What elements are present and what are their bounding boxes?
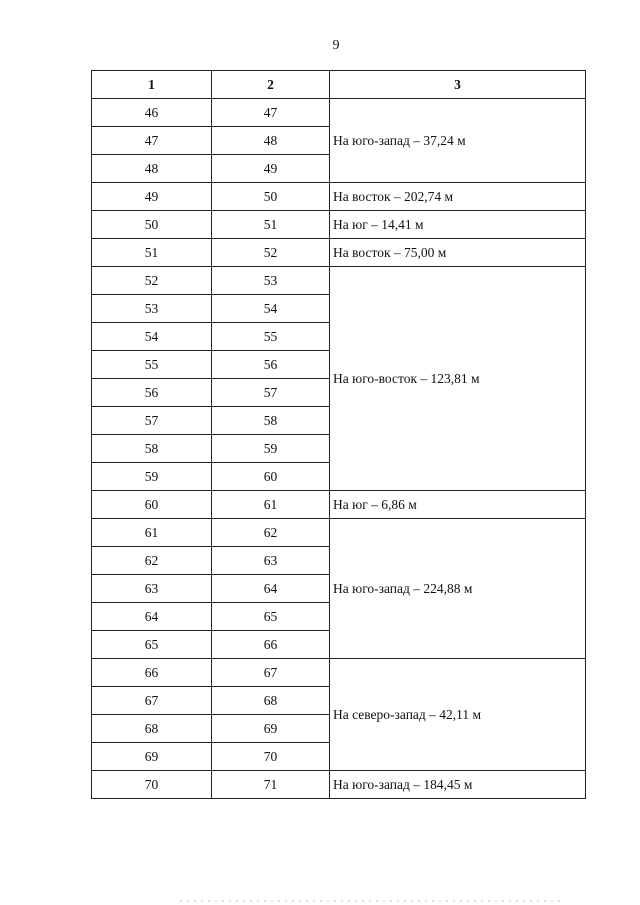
point-from-cell: 63 — [92, 575, 212, 603]
point-to-cell: 71 — [212, 771, 330, 799]
point-to-cell: 52 — [212, 239, 330, 267]
point-to-cell: 67 — [212, 659, 330, 687]
point-to-cell: 62 — [212, 519, 330, 547]
point-from-cell: 68 — [92, 715, 212, 743]
point-from-cell: 64 — [92, 603, 212, 631]
point-to-cell: 53 — [212, 267, 330, 295]
direction-distance-cell: На восток – 202,74 м — [330, 183, 586, 211]
point-from-cell: 69 — [92, 743, 212, 771]
column-header-1: 1 — [92, 71, 212, 99]
direction-distance-cell: На юго-запад – 184,45 м — [330, 771, 586, 799]
point-from-cell: 67 — [92, 687, 212, 715]
column-header-3: 3 — [330, 71, 586, 99]
direction-distance-cell: На юго-восток – 123,81 м — [330, 267, 586, 491]
point-to-cell: 58 — [212, 407, 330, 435]
table-row — [92, 659, 586, 687]
point-to-cell: 56 — [212, 351, 330, 379]
point-to-cell: 48 — [212, 127, 330, 155]
point-to-cell: 55 — [212, 323, 330, 351]
point-from-cell: 56 — [92, 379, 212, 407]
point-to-cell: 60 — [212, 463, 330, 491]
point-to-cell: 50 — [212, 183, 330, 211]
table-row — [92, 183, 586, 211]
point-to-cell: 49 — [212, 155, 330, 183]
boundary-table — [91, 70, 586, 799]
point-to-cell: 68 — [212, 687, 330, 715]
point-from-cell: 66 — [92, 659, 212, 687]
table-row — [92, 771, 586, 799]
point-from-cell: 55 — [92, 351, 212, 379]
point-from-cell: 48 — [92, 155, 212, 183]
table-row — [92, 491, 586, 519]
point-to-cell: 65 — [212, 603, 330, 631]
table-row — [92, 519, 586, 547]
point-from-cell: 46 — [92, 99, 212, 127]
point-from-cell: 58 — [92, 435, 212, 463]
table-body — [92, 99, 586, 799]
point-to-cell: 69 — [212, 715, 330, 743]
point-to-cell: 63 — [212, 547, 330, 575]
table-row — [92, 239, 586, 267]
point-to-cell: 61 — [212, 491, 330, 519]
point-from-cell: 57 — [92, 407, 212, 435]
point-from-cell: 70 — [92, 771, 212, 799]
point-to-cell: 47 — [212, 99, 330, 127]
direction-distance-cell: На восток – 75,00 м — [330, 239, 586, 267]
direction-distance-cell: На юг – 14,41 м — [330, 211, 586, 239]
table-header-row — [92, 71, 586, 99]
point-from-cell: 47 — [92, 127, 212, 155]
table-row — [92, 267, 586, 295]
point-to-cell: 66 — [212, 631, 330, 659]
point-from-cell: 49 — [92, 183, 212, 211]
point-from-cell: 54 — [92, 323, 212, 351]
point-from-cell: 65 — [92, 631, 212, 659]
point-to-cell: 54 — [212, 295, 330, 323]
table-row — [92, 99, 586, 127]
direction-distance-cell: На юго-запад – 224,88 м — [330, 519, 586, 659]
point-from-cell: 61 — [92, 519, 212, 547]
table-row — [92, 211, 586, 239]
direction-distance-cell: На северо-запад – 42,11 м — [330, 659, 586, 771]
direction-distance-cell: На юго-запад – 37,24 м — [330, 99, 586, 183]
point-to-cell: 51 — [212, 211, 330, 239]
direction-distance-cell: На юг – 6,86 м — [330, 491, 586, 519]
point-from-cell: 53 — [92, 295, 212, 323]
point-to-cell: 64 — [212, 575, 330, 603]
point-to-cell: 57 — [212, 379, 330, 407]
point-from-cell: 60 — [92, 491, 212, 519]
point-from-cell: 59 — [92, 463, 212, 491]
point-to-cell: 70 — [212, 743, 330, 771]
column-header-2: 2 — [212, 71, 330, 99]
page-number: 9 — [332, 38, 340, 53]
point-from-cell: 62 — [92, 547, 212, 575]
scan-artifact — [180, 900, 560, 902]
point-from-cell: 51 — [92, 239, 212, 267]
point-from-cell: 50 — [92, 211, 212, 239]
point-to-cell: 59 — [212, 435, 330, 463]
point-from-cell: 52 — [92, 267, 212, 295]
